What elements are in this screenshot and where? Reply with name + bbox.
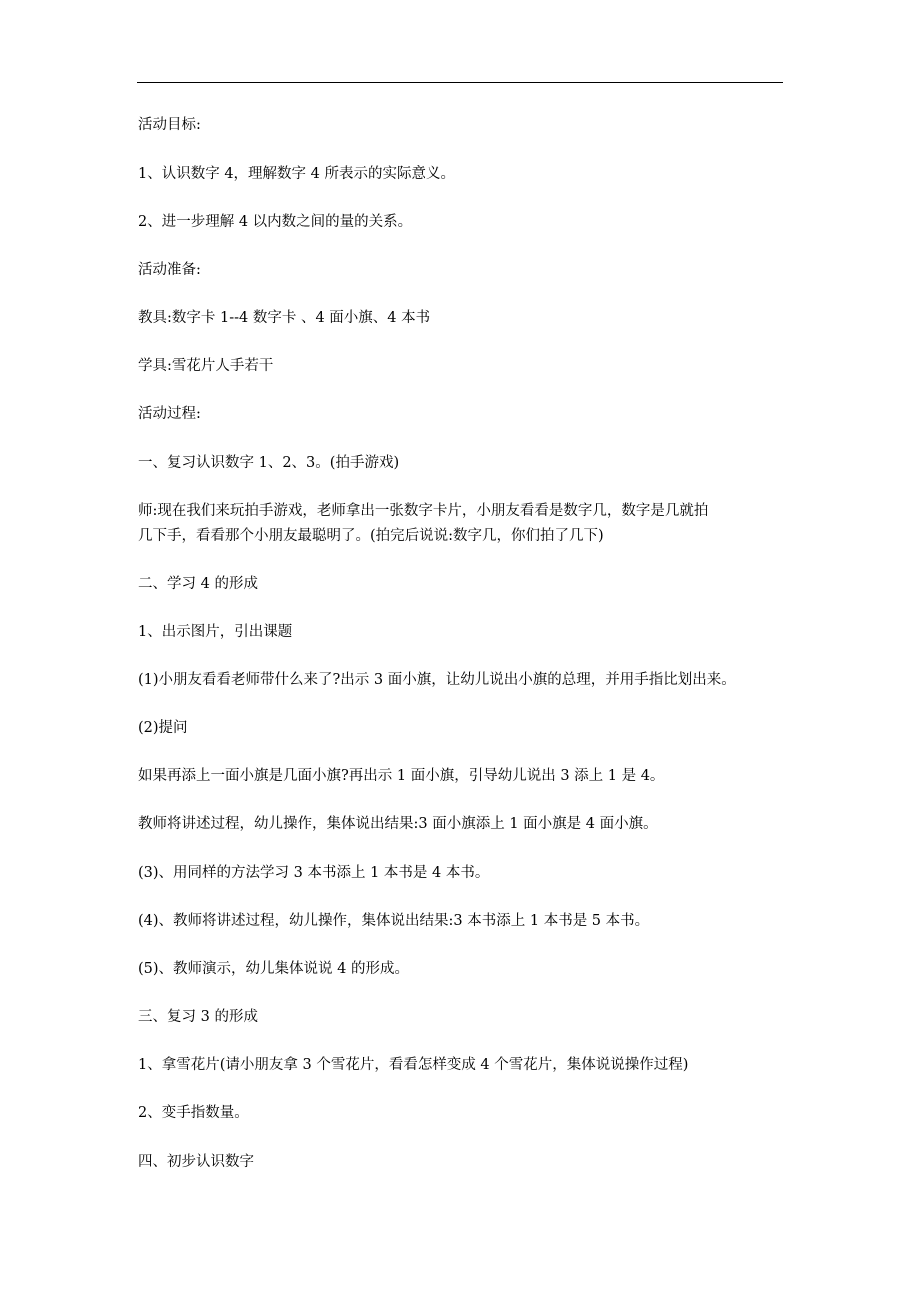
section-two-title: 二、学习 4 的形成 bbox=[138, 576, 258, 592]
prep-teaching-aids: 教具:数字卡 1--4 数字卡 、4 面小旗、4 本书 bbox=[138, 310, 431, 326]
heading-activity-prep: 活动准备: bbox=[138, 262, 201, 278]
step-4-books-result: (4)、教师将讲述过程，幼儿操作，集体说出结果:3 本书添上 1 本书是 5 本书。 bbox=[138, 913, 650, 929]
goal-item-2: 2、进一步理解 4 以内数之间的量的关系。 bbox=[138, 214, 413, 230]
step-fingers: 2、变手指数量。 bbox=[138, 1105, 249, 1121]
heading-activity-goals: 活动目标: bbox=[138, 117, 201, 133]
section-one-title: 一、复习认识数字 1、2、3。(拍手游戏) bbox=[138, 455, 400, 471]
step-2-question: (2)提问 bbox=[138, 720, 188, 736]
goal-item-1: 1、认识数字 4，理解数字 4 所表示的实际意义。 bbox=[138, 166, 456, 182]
step-show-pictures: 1、出示图片，引出课题 bbox=[138, 624, 293, 640]
question-add-flag: 如果再添上一面小旗是几面小旗?再出示 1 面小旗，引导幼儿说出 3 添上 1 是 4。 bbox=[138, 768, 665, 784]
step-3-books: (3)、用同样的方法学习 3 本书添上 1 本书是 4 本书。 bbox=[138, 865, 490, 881]
step-snowflakes: 1、拿雪花片(请小朋友拿 3 个雪花片，看看怎样变成 4 个雪花片，集体说说操作过程) bbox=[138, 1057, 689, 1073]
teacher-paragraph-line-2: 几下手，看看那个小朋友最聪明了。(拍完后说说:数字几，你们拍了几下) bbox=[138, 528, 604, 544]
step-5-demo: (5)、教师演示，幼儿集体说说 4 的形成。 bbox=[138, 961, 409, 977]
prep-learning-aids: 学具:雪花片人手若干 bbox=[138, 358, 274, 374]
teacher-flags-result: 教师将讲述过程，幼儿操作，集体说出结果:3 面小旗添上 1 面小旗是 4 面小旗。 bbox=[138, 816, 658, 832]
section-three-title: 三、复习 3 的形成 bbox=[138, 1009, 258, 1025]
header-rule bbox=[137, 82, 783, 83]
teacher-paragraph-line-1: 师:现在我们来玩拍手游戏，老师拿出一张数字卡片，小朋友看看是数字几，数字是几就拍 bbox=[138, 503, 709, 519]
heading-activity-process: 活动过程: bbox=[138, 406, 201, 422]
step-1-flags: (1)小朋友看看老师带什么来了?出示 3 面小旗，让幼儿说出小旗的总理，并用手指比划出来。 bbox=[138, 672, 736, 688]
section-four-title: 四、初步认识数字 bbox=[138, 1154, 254, 1170]
